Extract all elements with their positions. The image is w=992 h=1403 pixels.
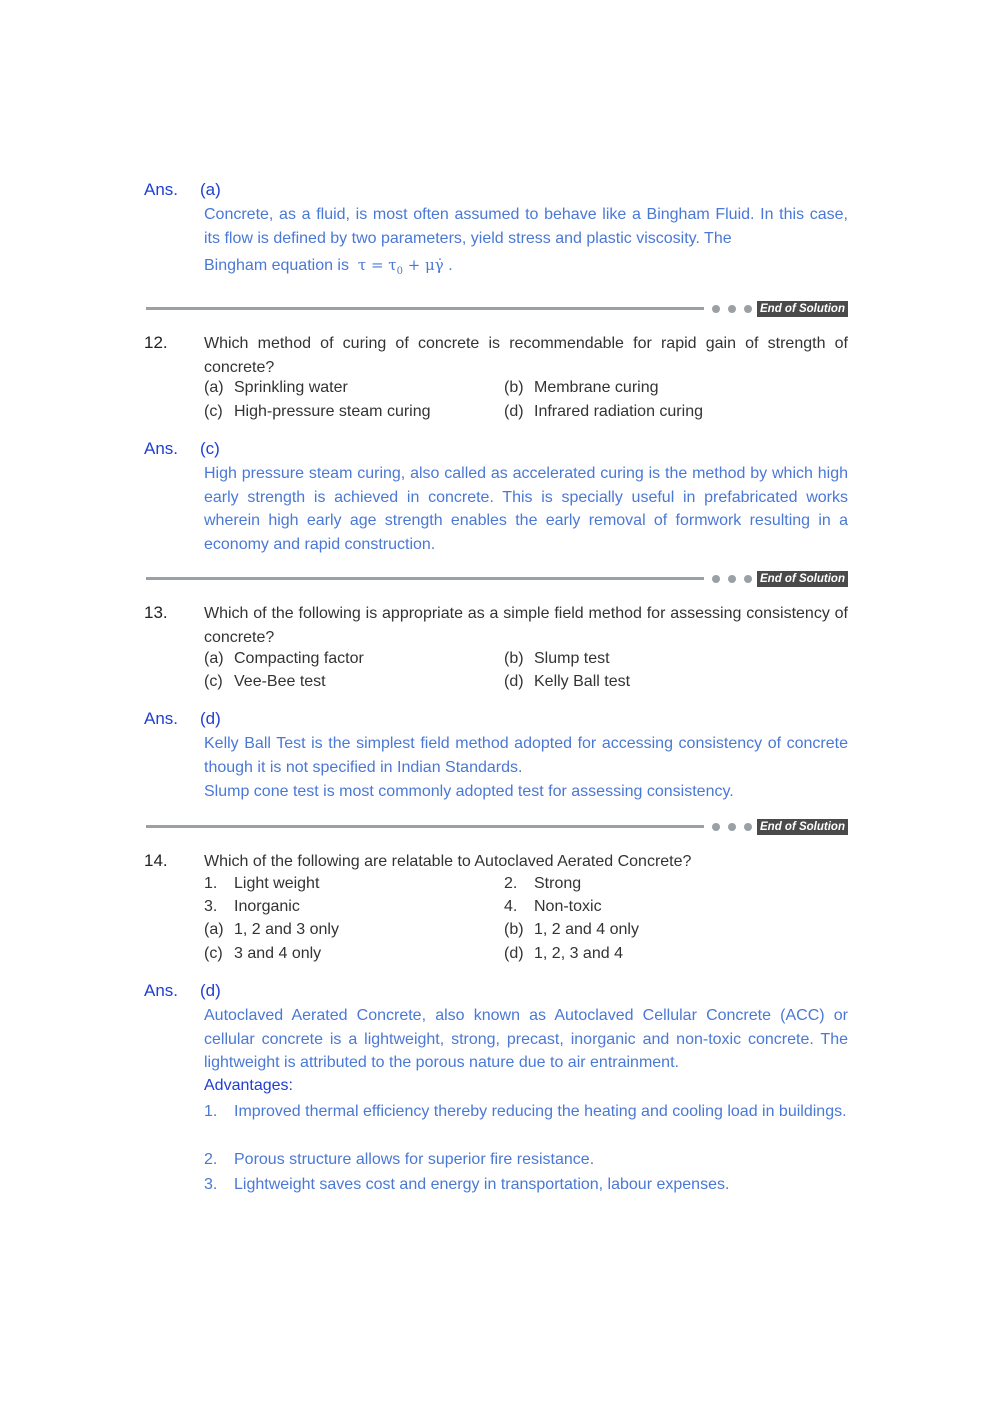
end-of-solution-badge: End of Solution bbox=[757, 301, 848, 317]
separator-dot bbox=[728, 575, 736, 583]
separator-line bbox=[146, 577, 704, 580]
option-b: (b) Slump test bbox=[504, 650, 610, 667]
separator-dot bbox=[744, 823, 752, 831]
separator-dot bbox=[728, 823, 736, 831]
option-d: (d) Infrared radiation curing bbox=[504, 403, 703, 420]
answer-letter: (c) bbox=[200, 439, 220, 458]
separator-dot bbox=[744, 575, 752, 583]
question-text: Which of the following are relatable to Autoclaved Aerated Concrete? bbox=[204, 853, 692, 870]
statement-4: 4. Non-toxic bbox=[504, 898, 602, 915]
answer-letter: (d) bbox=[200, 709, 221, 728]
equation-period: . bbox=[448, 257, 453, 274]
option-d: (d) Kelly Ball test bbox=[504, 673, 631, 690]
question-number: 14. bbox=[144, 851, 168, 870]
option-c: (c) Vee-Bee test bbox=[204, 673, 326, 690]
separator-dot bbox=[744, 305, 752, 313]
advantage-item: 3. Lightweight saves cost and energy in transportation, labour expenses. bbox=[204, 1176, 730, 1193]
separator-dot bbox=[712, 823, 720, 831]
statement-2: 2. Strong bbox=[504, 875, 582, 892]
end-of-solution-badge: End of Solution bbox=[757, 819, 848, 835]
separator-dot bbox=[712, 305, 720, 313]
separator-dot bbox=[712, 575, 720, 583]
answer-explanation: High pressure steam curing, also called as accelerated curing is the method by which high early strength is achieved in concrete. This is specially useful in prefabricated works wherein high early age strength enables the early removal of formwork resulting in a economy and rapid construction. bbox=[204, 465, 848, 553]
answer-explanation: Concrete, as a fluid, is most often assumed to behave like a Bingham Fluid. In this case, its flow is defined by two parameters, yield stress and plastic viscosity. The bbox=[204, 206, 848, 247]
separator-line bbox=[146, 307, 704, 310]
answer-explanation-note: Slump cone test is most commonly adopted test for assessing consistency. bbox=[204, 783, 734, 800]
answer-label: Ans. bbox=[144, 981, 179, 1000]
end-of-solution-badge: End of Solution bbox=[757, 571, 848, 587]
question-text: Which method of curing of concrete is recommendable for rapid gain of strength of concrete? bbox=[204, 335, 848, 376]
statement-1: 1. Light weight bbox=[204, 875, 320, 892]
answer-label: Ans. bbox=[144, 439, 179, 458]
bingham-equation: $\tau = \tau_0$ + μγ̇ bbox=[357, 256, 444, 277]
option-d: (d) 1, 2, 3 and 4 bbox=[504, 945, 623, 962]
option-a: (a) Compacting factor bbox=[204, 650, 364, 667]
question-number: 12. bbox=[144, 333, 168, 352]
question-text: Which of the following is appropriate as a simple field method for assessing consistency of concrete? bbox=[204, 605, 848, 646]
separator-dot bbox=[728, 305, 736, 313]
equation-intro: Bingham equation is bbox=[204, 257, 349, 274]
option-a: (a) 1, 2 and 3 only bbox=[204, 921, 339, 938]
question-number: 13. bbox=[144, 603, 168, 622]
advantage-item: 1. Improved thermal efficiency thereby reducing the heating and cooling load in buildings. bbox=[204, 1103, 847, 1120]
answer-letter: (d) bbox=[200, 981, 221, 1000]
option-c: (c) High-pressure steam curing bbox=[204, 403, 431, 420]
answer-label: Ans. bbox=[144, 709, 179, 728]
option-c: (c) 3 and 4 only bbox=[204, 945, 322, 962]
answer-label: Ans. bbox=[144, 180, 179, 199]
answer-explanation: Autoclaved Aerated Concrete, also known as Autoclaved Cellular Concrete (ACC) or cellular concrete is a lightweight, strong, precast, inorganic and non-toxic concrete. The lightweight is attributed to the porous nature due to air entrainment. bbox=[204, 1007, 848, 1071]
advantage-item: 2. Porous structure allows for superior fire resistance. bbox=[204, 1151, 595, 1168]
option-b: (b) 1, 2 and 4 only bbox=[504, 921, 639, 938]
answer-explanation: Kelly Ball Test is the simplest field method adopted for accessing consistency of concrete though it is not specified in Indian Standards. bbox=[204, 735, 848, 776]
option-b: (b) Membrane curing bbox=[504, 379, 659, 396]
statement-3: 3. Inorganic bbox=[204, 898, 300, 915]
advantages-heading: Advantages: bbox=[204, 1077, 293, 1094]
bingham-equation-line bbox=[204, 256, 453, 277]
answer-letter: (a) bbox=[200, 180, 221, 199]
option-a: (a) Sprinkling water bbox=[204, 379, 348, 396]
separator-line bbox=[146, 825, 704, 828]
